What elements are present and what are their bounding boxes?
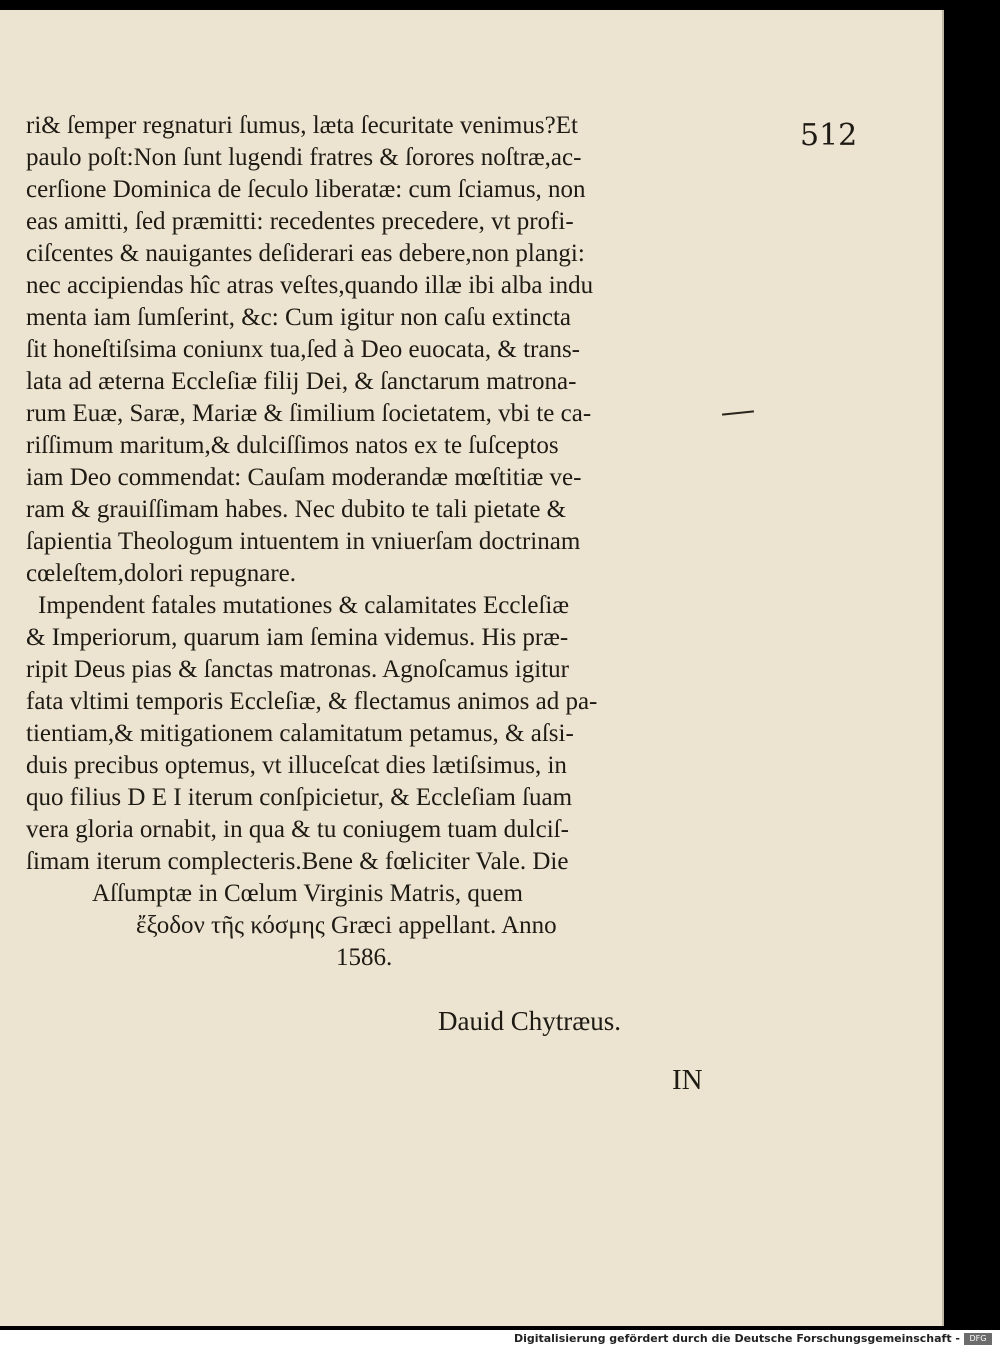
text-line: Impendent fatales mutationes & calamitates Eccleſiæ xyxy=(38,592,570,619)
text-line: duis precibus optemus, vt illuceſcat dies lætiſsimus, in xyxy=(26,752,567,779)
footer-credit: Digitalisierung gefördert durch die Deutsche Forschungsgemeinschaft - xyxy=(513,1332,960,1345)
margin-mark xyxy=(722,410,754,415)
dfg-logo-icon: DFG xyxy=(964,1333,992,1345)
footer-bar xyxy=(0,1330,1000,1348)
body-text xyxy=(26,110,726,974)
text-line: ciſcentes & nauigantes deſiderari eas debere,non plangi: xyxy=(26,240,585,267)
text-line: nec accipiendas hîc atras veſtes,quando illæ ibi alba indu xyxy=(26,272,594,299)
text-line: ri& ſemper regnaturi ſumus, læta ſecuritate venimus?Et xyxy=(26,112,578,139)
text-line: & Imperiorum, quarum iam ſemina videmus. His præ- xyxy=(26,624,569,651)
text-line: quo filius D E I iterum conſpicietur, & Eccleſiam ſuam xyxy=(26,784,573,811)
catchword: IN xyxy=(672,1064,703,1096)
book-page xyxy=(0,10,944,1326)
text-line: rum Euæ, Saræ, Mariæ & ſimilium ſocietatem, vbi te ca- xyxy=(26,400,592,427)
text-line: tientiam,& mitigationem calamitatum petamus, & aſsi- xyxy=(26,720,574,747)
text-line: cerſione Dominica de ſeculo liberatæ: cum ſciamus, non xyxy=(26,176,586,203)
text-line: ram & grauiſſimam habes. Nec dubito te tali pietate & xyxy=(26,496,567,523)
text-line: ſimam iterum complecteris.Bene & fœliciter Vale. Die xyxy=(26,848,569,875)
text-line: cœleſtem,dolori repugnare. xyxy=(26,560,297,587)
text-line: menta iam ſumſerint, &c: Cum igitur non caſu extincta xyxy=(26,304,572,331)
text-line: Aſſumptæ in Cœlum Virginis Matris, quem xyxy=(92,880,523,907)
signature: Dauid Chytræus. xyxy=(438,1006,622,1036)
text-line: eas amitti, ſed præmitti: recedentes precedere, vt profi- xyxy=(26,208,574,235)
text-line: iam Deo commendat: Cauſam moderandæ mœſtitiæ ve- xyxy=(26,464,582,491)
text-line: ripit Deus pias & ſanctas matronas. Agnoſcamus igitur xyxy=(26,656,569,683)
text-line: ſapientia Theologum intuentem in vniuerſam doctrinam xyxy=(26,528,581,555)
text-line: lata ad æterna Eccleſiæ filij Dei, & ſanctarum matrona- xyxy=(26,368,577,395)
page-number: 512 xyxy=(800,118,858,153)
text-line: 1586. xyxy=(336,944,393,971)
text-line: fata vltimi temporis Eccleſiæ, & flectamus animos ad pa- xyxy=(26,688,598,715)
text-line: vera gloria ornabit, in qua & tu coniugem tuam dulciſ- xyxy=(26,816,569,843)
text-line: ἔξοδον τῆς κόσμης Græci appellant. Anno xyxy=(136,912,557,939)
text-line: ſit honeſtiſsima coniunx tua,ſed à Deo euocata, & trans- xyxy=(26,336,581,363)
text-line: paulo poſt:Non ſunt lugendi fratres & ſorores noſtræ,ac- xyxy=(26,144,582,171)
text-line: riſſimum maritum,& dulciſſimos natos ex te ſuſceptos xyxy=(26,432,559,459)
